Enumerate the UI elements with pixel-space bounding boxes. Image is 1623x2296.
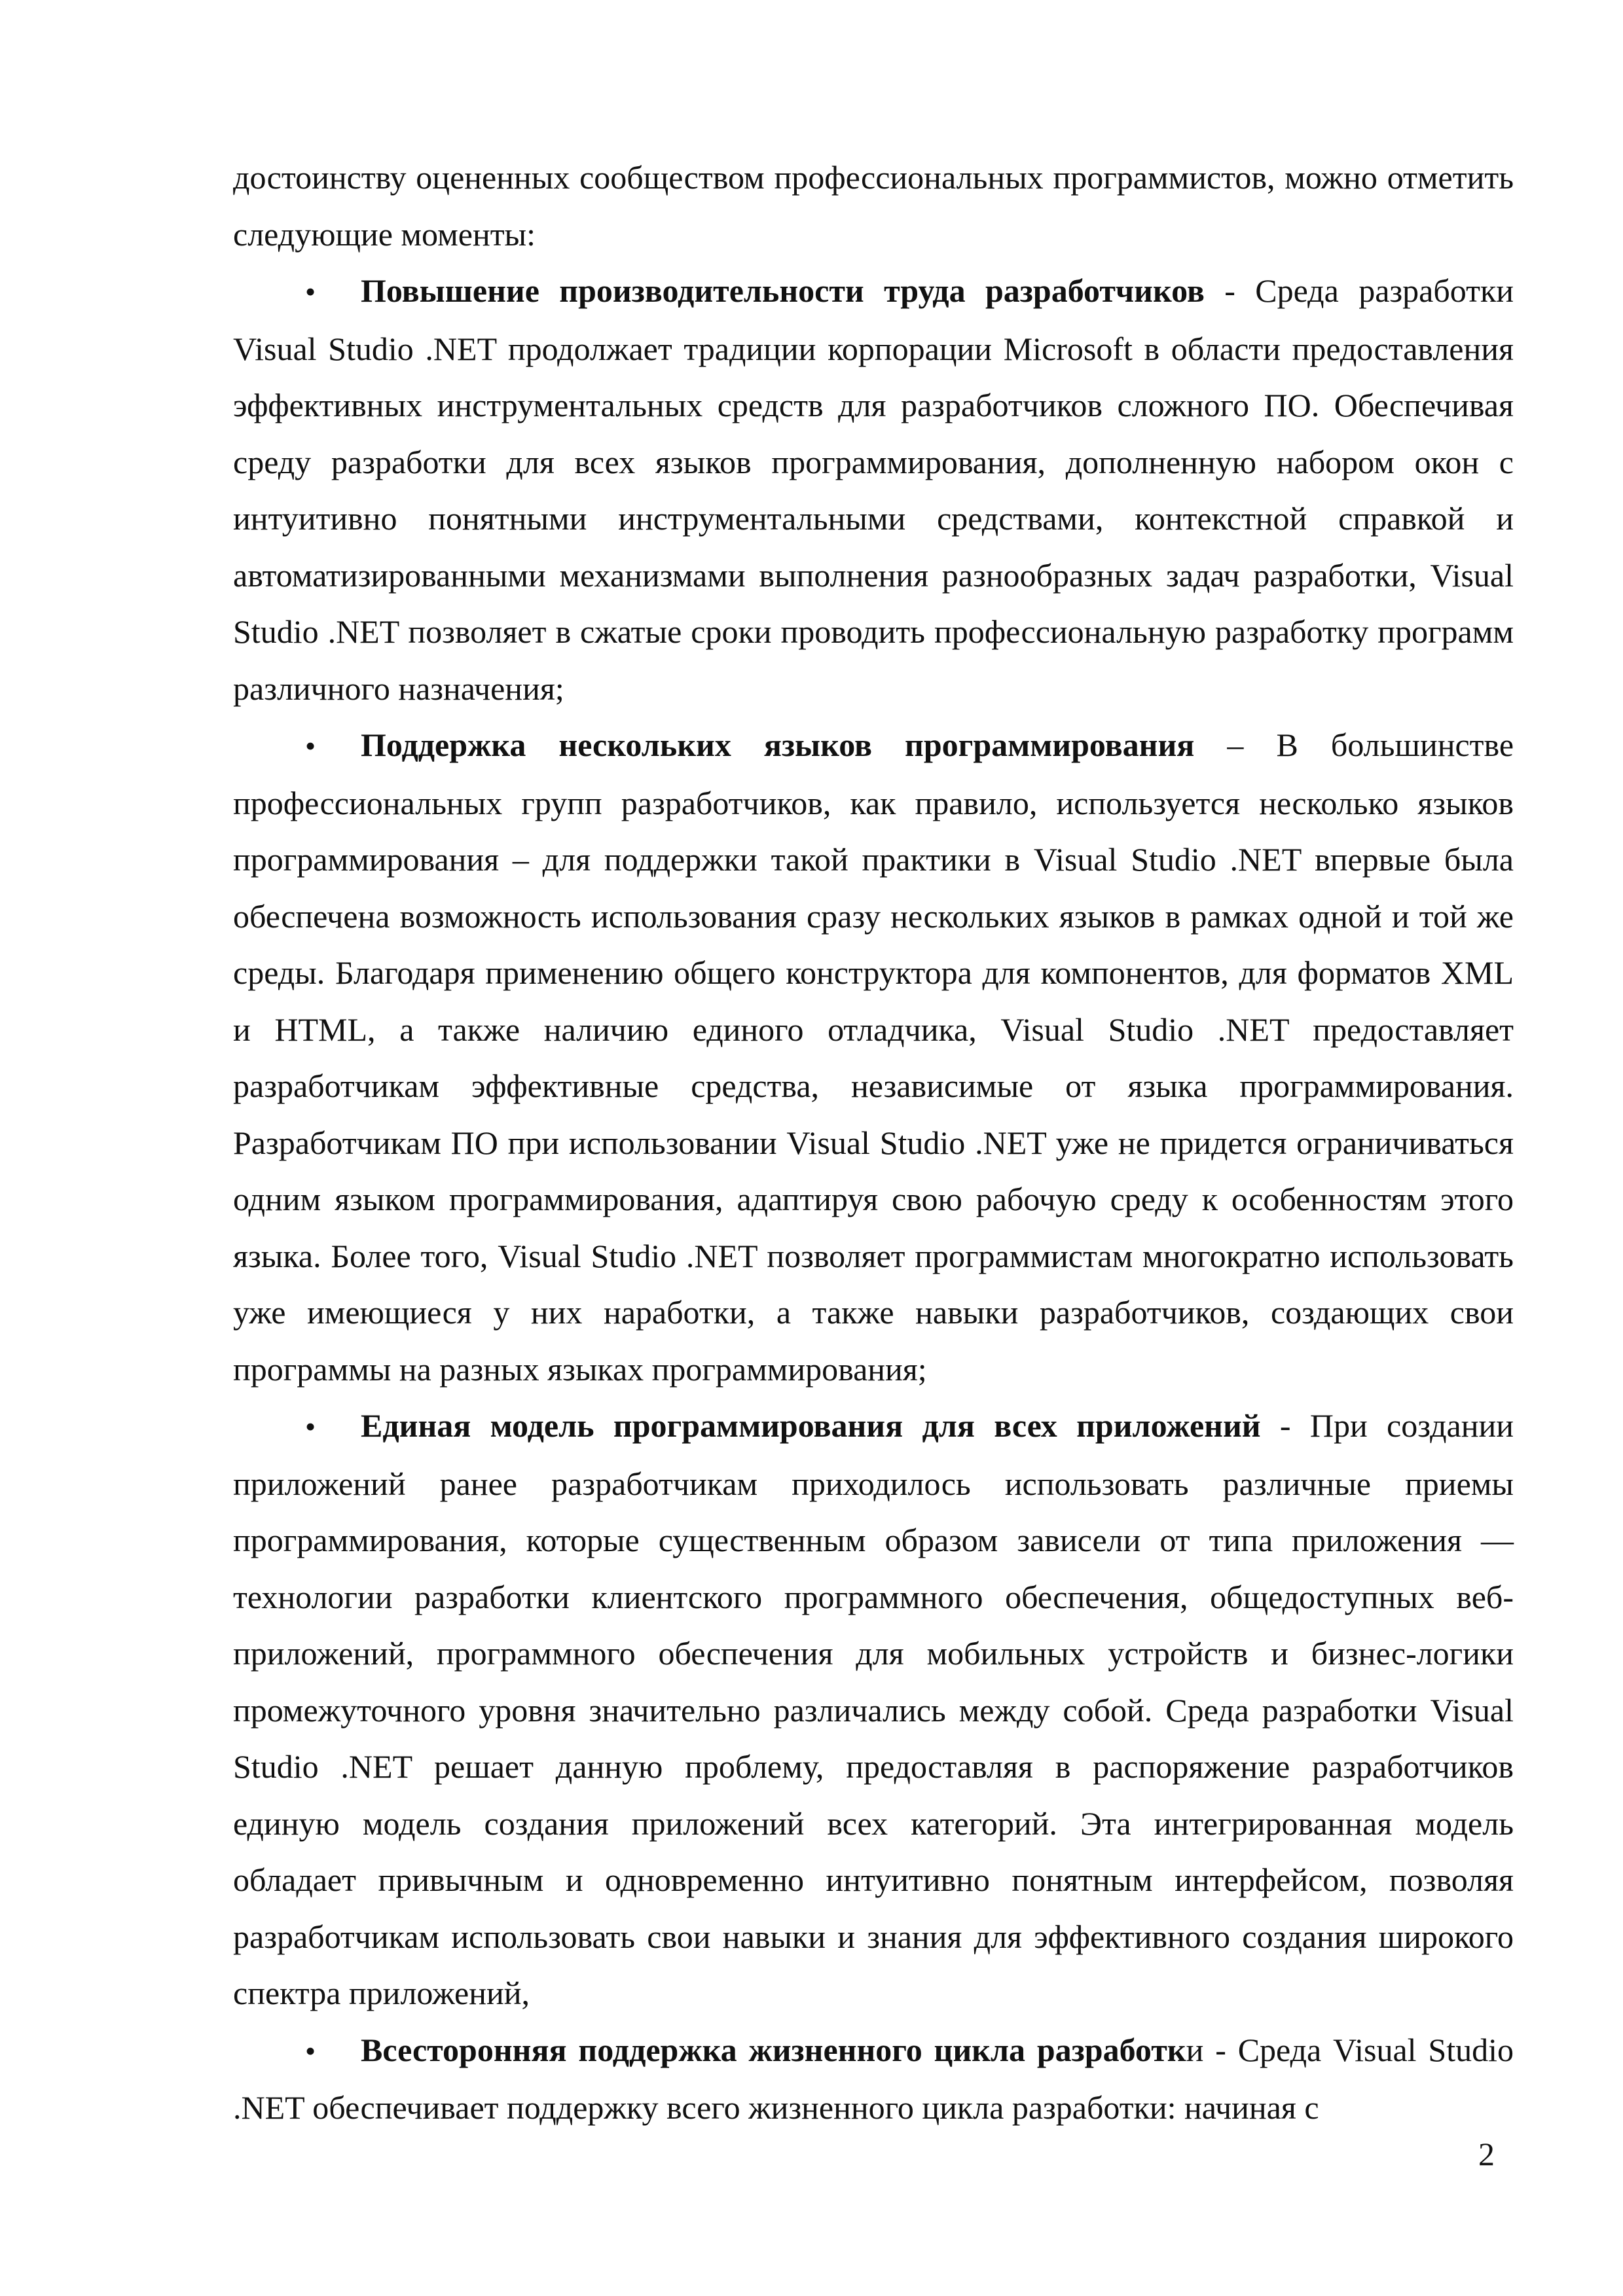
list-item-heading: Повышение производительности труда разработчиков [361,272,1205,309]
list-item [233,2022,1514,2136]
bullet-icon: • [305,729,316,762]
bullet-icon: • [305,1410,316,1443]
intro-paragraph: достоинству оцененных сообществом профессиональных программистов, можно отметить следующие моменты: [233,159,1514,253]
bullet-icon: • [305,2034,316,2068]
list-item-text: – В большинстве профессиональных групп разработчиков, как правило, используется несколько языков программирования – для поддержки такой практики в Visual Studio .NET впервые была обеспечена возможность использования сразу нескольких языков в рамках одной и той же среды. Благодаря применению общего конструктора для компонентов, для форматов XML и HTML, а также наличию единого отладчика, Visual Studio .NET предоставляет разработчикам эффективные средства, независимые от языка программирования. Разработчикам ПО при использовании Visual Studio .NET уже не придется ограничиваться одним языком программирования, адаптируя свою рабочую среду к особенностям этого языка. Более того, Visual Studio .NET позволяет программистам многократно использовать уже имеющиеся у них наработки, а также навыки разработчиков, создающих свои программы на разных языках программирования; [233,726,1514,1388]
list-item-heading: Поддержка нескольких языков программирования [361,726,1195,763]
list-item-text: - При создании приложений ранее разработчикам приходилось использовать различные приемы программирования, которые существенным образом зависели от типа приложения — технологии разработки клиентского программного обеспечения, общедоступных веб-приложений, программного обеспечения для мобильных устройств и бизнес-логики промежуточного уровня значительно различались между собой. Среда разработки Visual Studio .NET решает данную проблему, предоставляя в распоряжение разработчиков единую модель создания приложений всех категорий. Эта интегрированная модель обладает привычным и одновременно интуитивно понятным интерфейсом, позволяя разработчикам использовать свои навыки и знания для эффективного создания широкого спектра приложений, [233,1407,1514,2011]
list-item [233,1397,1514,2022]
list-item-heading: Единая модель программирования для всех приложений [361,1407,1261,1444]
list-item-text: - Среда разработки Visual Studio .NET продолжает традиции корпорации Microsoft в области предоставления эффективных инструментальных средств для разработчиков сложного ПО. Обеспечивая среду разработки для всех языков программирования, дополненную набором окон с интуитивно понятными инструментальными средствами, контекстной справкой и автоматизированными механизмами выполнения разнообразных задач разработки, Visual Studio .NET позволяет в сжатые сроки проводить профессиональную разработку программ различного назначения; [233,272,1514,707]
list-item [233,717,1514,1397]
page-number: 2 [1478,2136,1495,2172]
list-item-text: и - Среда Visual Studio .NET обеспечивает поддержку всего жизненного цикла разработки: начиная с [233,2031,1514,2126]
document-body [233,149,1514,2136]
list-item [233,262,1514,717]
bullet-icon: • [305,275,316,308]
list-item-heading: Всесторонняя поддержка жизненного цикла разработк [361,2031,1186,2068]
